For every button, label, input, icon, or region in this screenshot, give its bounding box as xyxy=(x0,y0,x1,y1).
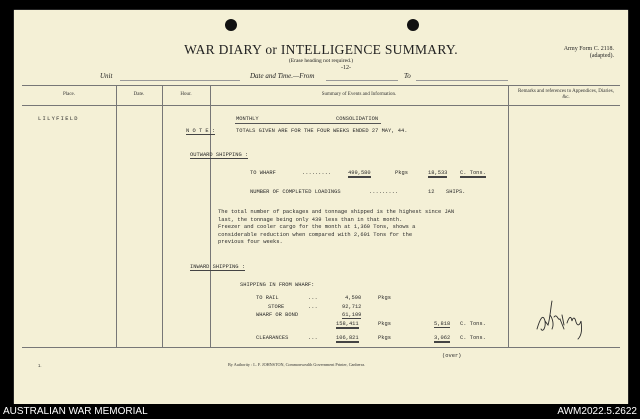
clearances-pkgs: 106,821 xyxy=(336,335,359,341)
to-wharf-pkgs: 499,580 xyxy=(348,170,371,176)
outward-shipping-heading: OUTWARD SHIPPING : xyxy=(190,152,249,158)
pkgs-unit: Pkgs xyxy=(378,335,391,341)
pkgs-unit: Pkgs xyxy=(378,295,391,301)
clearances-label: CLEARANCES xyxy=(256,335,289,341)
form-subtitle: (Erase heading not required.) xyxy=(288,58,354,64)
paragraph-line: The total number of packages and tonnage shipped is the highest since JAN xyxy=(218,209,455,215)
place-value: LILYFIELD xyxy=(38,116,79,122)
tons-unit: C. Tons. xyxy=(460,321,486,327)
inward-total-pkgs: 158,411 xyxy=(336,321,359,327)
dot-leader: ... xyxy=(308,335,318,341)
printer-authority: By Authority : L. F. JOHNSTON, Commonwealth Government Printer, Canberra. xyxy=(228,362,366,367)
from-underline xyxy=(326,80,398,81)
punch-hole xyxy=(407,19,419,31)
consolidation-heading: CONSOLIDATION xyxy=(336,116,379,122)
footer-mark: 1. xyxy=(38,363,42,368)
loadings-count: 12 xyxy=(428,189,435,195)
over-note: (over) xyxy=(442,353,462,359)
caption-bar xyxy=(0,404,640,419)
column-divider xyxy=(162,85,163,347)
date-from-value: -12- xyxy=(341,65,351,71)
pkgs-unit: Pkgs xyxy=(395,170,408,176)
date-time-label: Date and Time.—From xyxy=(250,72,315,80)
column-header-remarks: Remarks and references to Appendices, Diaries, &c. xyxy=(518,89,614,100)
inward-total-tons: 5,818 xyxy=(434,321,451,327)
note-label: N O T E : xyxy=(186,128,216,134)
dot-leader: ... xyxy=(308,295,318,301)
note-text: TOTALS GIVEN ARE FOR THE FOUR WEEKS ENDED 27 MAY, 44. xyxy=(236,128,408,134)
column-header-summary: Summary of Events and Information. xyxy=(321,92,397,97)
form-note: (adapted). xyxy=(589,53,614,59)
paragraph-line: last, the tonnage being only 439 less than in that month. xyxy=(218,216,403,223)
paragraph-line: previous four weeks. xyxy=(218,239,283,246)
caption-left: AUSTRALIAN WAR MEMORIAL xyxy=(3,406,148,417)
column-divider xyxy=(116,85,117,347)
caption-right: AWM2022.5.2622 xyxy=(557,406,637,417)
punch-hole xyxy=(225,19,237,31)
unit-label: Unit xyxy=(100,72,113,80)
column-divider xyxy=(508,85,509,347)
loadings-label: NUMBER OF COMPLETED LOADINGS xyxy=(250,189,341,195)
table-header-rule xyxy=(22,105,620,106)
table-top-rule xyxy=(22,85,620,86)
diary-page xyxy=(14,10,628,404)
inward-shipping-heading: INWARD SHIPPING : xyxy=(190,264,245,270)
paragraph-line: Freezer and cooler cargo for the month at 1,360 Tons, shows a xyxy=(218,224,416,231)
tons-unit: C. Tons. xyxy=(460,335,486,341)
to-underline xyxy=(416,80,508,81)
form-number: Army Form C. 2118. xyxy=(563,46,614,52)
to-rail-label: TO RAIL xyxy=(256,295,279,301)
handwritten-signature xyxy=(534,295,590,343)
column-header-place: Place. xyxy=(62,92,76,97)
column-header-date: Date. xyxy=(133,92,145,97)
store-value: 92,712 xyxy=(342,304,362,310)
to-wharf-tons: 18,533 xyxy=(428,170,448,176)
pkgs-unit: Pkgs xyxy=(378,321,391,327)
summary-paragraph xyxy=(218,209,454,247)
to-rail-value: 4,590 xyxy=(345,295,362,301)
form-title: WAR DIARY or INTELLIGENCE SUMMARY. xyxy=(184,42,458,57)
form-number-block xyxy=(564,46,614,60)
unit-underline xyxy=(120,80,240,81)
to-label: To xyxy=(404,72,411,80)
dot-leader: ... xyxy=(308,304,318,310)
tons-unit: C. Tons. xyxy=(460,170,486,176)
dot-leader: ......... xyxy=(302,170,332,176)
shipping-in-label: SHIPPING IN FROM WHARF: xyxy=(240,282,315,288)
table-bottom-rule xyxy=(22,347,620,348)
to-wharf-label: TO WHARF xyxy=(250,170,276,176)
heading-underline xyxy=(235,123,381,124)
wharf-bond-label: WHARF OR BOND xyxy=(256,312,299,318)
wharf-bond-value: 61,109 xyxy=(342,312,362,318)
column-divider xyxy=(210,85,211,347)
monthly-heading: MONTHLY xyxy=(236,116,259,122)
ships-unit: SHIPS. xyxy=(446,189,466,195)
clearances-tons: 3,062 xyxy=(434,335,451,341)
dot-leader: ......... xyxy=(369,189,399,195)
store-label: STORE xyxy=(268,304,285,310)
column-header-hour: Hour. xyxy=(180,92,192,97)
paragraph-line: considerable reduction when compared with 2,601 Tons for the xyxy=(218,231,413,238)
